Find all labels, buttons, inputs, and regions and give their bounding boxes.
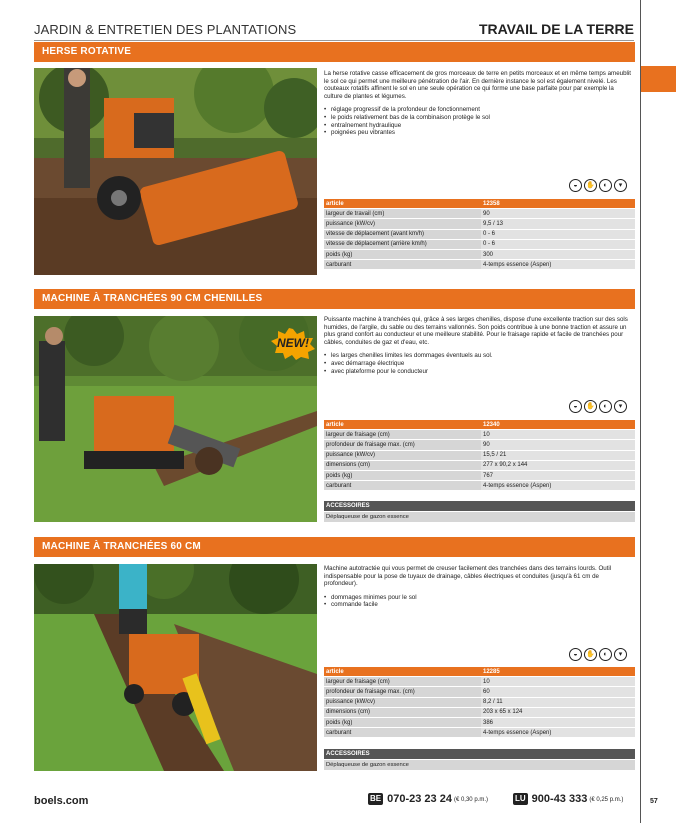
phone-be — [368, 793, 488, 805]
country-badge-be: BE — [370, 794, 382, 803]
spec-table — [324, 199, 635, 270]
table-row: largeur de fraisage (cm) 10 — [324, 677, 635, 687]
table-row: dimensions (cm) 277 x 90,2 x 144 — [324, 460, 635, 470]
table-row: vitesse de déplacement (avant km/h) 0 - 6 — [324, 229, 635, 239]
product-description — [324, 565, 632, 609]
product-herse-rotative — [34, 42, 635, 282]
description-text: Puissante machine à tranchées qui, grâce à ses larges chenilles, dispose d'une excellente traction sur des sols humides, de l'argile, du sable ou des terrains vallonnés. Son poids contribue à une bonne traction et assure un plus grand confort au conducteur et une meilleure stabilité. Pour le fraisage rapide et facile de tranchées pour câbles, conduites de gaz et d'eau, etc. — [324, 316, 628, 346]
feature-list — [324, 594, 632, 609]
list-item: • réglage progressif de la profondeur de fonctionnement — [324, 106, 632, 114]
product-photo — [34, 564, 317, 771]
website-link[interactable]: boels.com — [34, 795, 89, 807]
feature-list — [324, 106, 632, 136]
table-row: dimensions (cm) 203 x 65 x 124 — [324, 707, 635, 717]
phone-number[interactable]: 900-43 333 — [531, 793, 588, 805]
accessories-heading: ACCESSOIRES — [324, 501, 635, 511]
page-margin-line — [640, 0, 641, 823]
country-badge-lu: LU — [515, 794, 526, 803]
call-fee: (€ 0,25 p.m.) — [589, 797, 624, 803]
page-number: 57 — [650, 798, 658, 805]
header-divider — [34, 40, 634, 41]
table-row: vitesse de déplacement (arrière km/h) 0 - 6 — [324, 239, 635, 249]
product-photo — [34, 316, 317, 522]
safety-shoe-icon: ▾ — [614, 179, 627, 192]
product-description — [324, 316, 632, 375]
table-row: puissance (kW/cv) 9,5 / 13 — [324, 219, 635, 229]
hearing-protection-icon: ◒ — [569, 400, 582, 413]
list-item: • le poids relativement bas de la combinaison protège le sol — [324, 114, 632, 122]
article-number: 12358 — [481, 199, 635, 209]
description-text: La herse rotative casse efficacement de gros morceaux de terre en petits morceaux et en même temps ameublit le sol ce qui permet une meilleure pénétration de l'air. En dernière instance le sol est également nivelé. Les couteaux rotatifs affinent le sol en une seule opération ce qui forme une base parfaite pour par exemple la culture de plantes et légumes. — [324, 70, 632, 100]
product-trencher-60 — [34, 537, 635, 777]
list-item: • dommages minimes pour le sol — [324, 594, 632, 602]
article-number: 12285 — [481, 667, 635, 677]
glove-icon: ✋ — [584, 400, 597, 413]
safety-icons — [569, 179, 627, 192]
product-description — [324, 70, 632, 137]
safety-shoe-icon: ▾ — [614, 400, 627, 413]
table-row: carburant 4-temps essence (Aspen) — [324, 260, 635, 270]
product-title: MACHINE À TRANCHÉES 90 CM CHENILLES — [34, 289, 635, 309]
mask-icon: ◐ — [599, 179, 612, 192]
table-header: article — [324, 667, 481, 677]
list-item: • commande facile — [324, 601, 632, 609]
table-row: carburant 4-temps essence (Aspen) — [324, 728, 635, 738]
phone-number[interactable]: 070-23 23 24 — [387, 793, 452, 805]
product-title: HERSE ROTATIVE — [34, 42, 635, 62]
list-item: • entraînement hydraulique — [324, 122, 632, 130]
table-row: poids (kg) 386 — [324, 717, 635, 727]
chapter-tab — [641, 66, 676, 92]
product-title: MACHINE À TRANCHÉES 60 CM — [34, 537, 635, 557]
safety-icons — [569, 400, 627, 413]
list-item: • avec démarrage électrique — [324, 360, 632, 368]
product-trencher-90 — [34, 289, 635, 529]
table-row: carburant 4-temps essence (Aspen) — [324, 481, 635, 491]
description-text: Machine autotractée qui vous permet de creuser facilement des tranchées dans des terrains lourds. Outil indispensable pour la pose de tuyaux de drainage, câbles électriques et conduites (jusqu'à 61 cm de profondeur). — [324, 565, 612, 588]
list-item: • avec plateforme pour le conducteur — [324, 368, 632, 376]
new-badge: NEW! — [277, 336, 309, 350]
table-row: largeur de travail (cm) 90 — [324, 209, 635, 219]
table-row: poids (kg) 300 — [324, 249, 635, 259]
call-fee: (€ 0,30 p.m.) — [453, 797, 488, 803]
accessories-item: Déplaqueuse de gazon essence — [324, 760, 635, 770]
accessories-item: Déplaqueuse de gazon essence — [324, 512, 635, 522]
hearing-protection-icon: ◒ — [569, 179, 582, 192]
article-number: 12340 — [481, 420, 635, 430]
feature-list — [324, 352, 632, 375]
mask-icon: ◐ — [599, 648, 612, 661]
spec-table — [324, 667, 635, 738]
table-row: profondeur de fraisage max. (cm) 60 — [324, 687, 635, 697]
phone-lu — [513, 793, 623, 805]
page-category: TRAVAIL DE LA TERRE — [478, 21, 634, 37]
table-row: poids (kg) 767 — [324, 470, 635, 480]
table-row: profondeur de fraisage max. (cm) 90 — [324, 440, 635, 450]
table-row: puissance (kW/cv) 15,5 / 21 — [324, 450, 635, 460]
list-item: • les larges chenilles limites les dommages éventuels au sol. — [324, 352, 632, 360]
product-photo — [34, 68, 317, 275]
list-item: • poignées peu vibrantes — [324, 129, 632, 137]
section-heading: JARDIN & ENTRETIEN DES PLANTATIONS — [34, 22, 297, 37]
safety-icons — [569, 648, 627, 661]
table-header: article — [324, 199, 481, 209]
spec-table — [324, 420, 635, 491]
table-row: puissance (kW/cv) 8,2 / 11 — [324, 697, 635, 707]
table-row: largeur de fraisage (cm) 10 — [324, 430, 635, 440]
glove-icon: ✋ — [584, 648, 597, 661]
glove-icon: ✋ — [584, 179, 597, 192]
safety-shoe-icon: ▾ — [614, 648, 627, 661]
table-header: article — [324, 420, 481, 430]
hearing-protection-icon: ◒ — [569, 648, 582, 661]
accessories-heading: ACCESSOIRES — [324, 749, 635, 759]
mask-icon: ◐ — [599, 400, 612, 413]
